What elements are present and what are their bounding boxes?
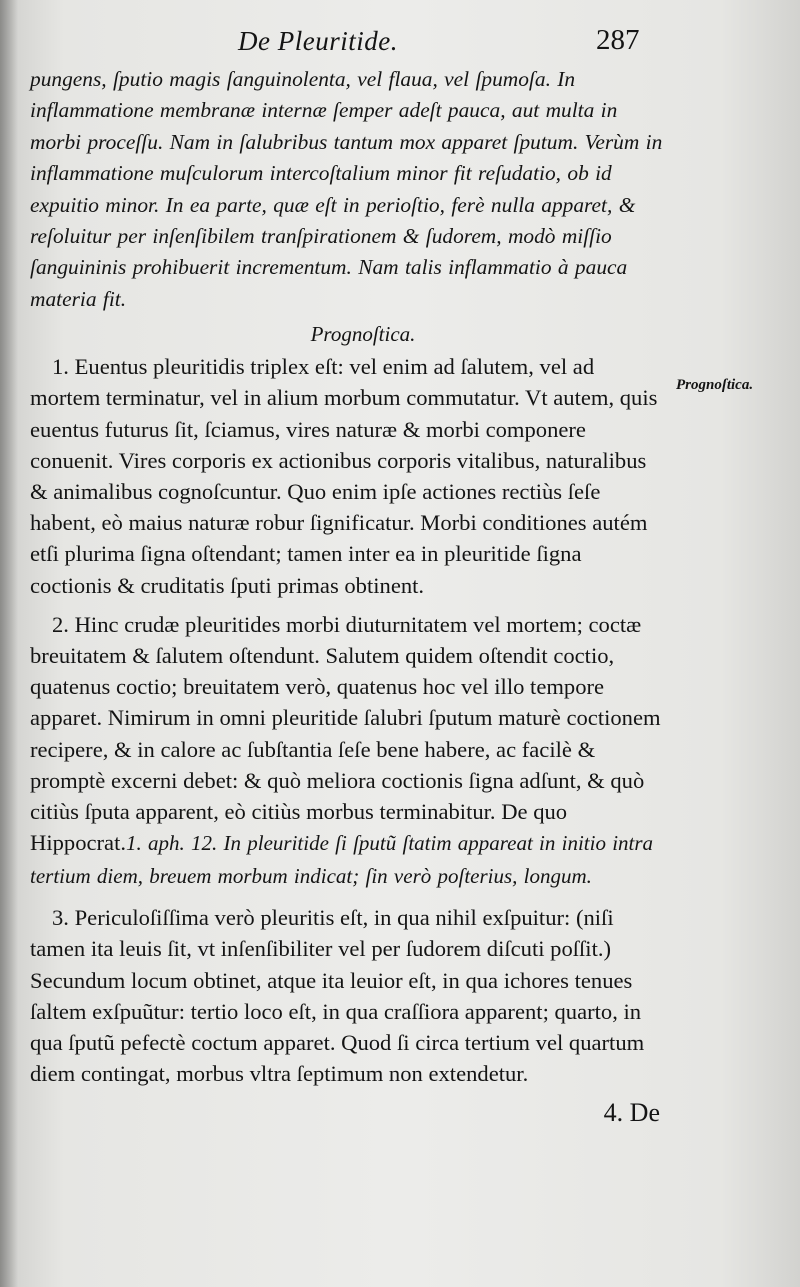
paragraph-2: [30, 609, 666, 892]
running-title: De Pleuritide.: [238, 26, 398, 56]
section-heading: Prognoſtica.: [310, 322, 416, 347]
paragraph-1: 1. Euentus pleuritidis triplex eſt: vel enim ad ſalutem, vel ad mortem terminatur, vel in alium morbum commutatur. Vt autem, quis euentus futurus ſit, ſciamus, vires naturæ & morbi componere conuenit. Vires corporis ex actionibus corporis vitalibus, naturalibus & animalibus cognoſcuntur. Quo enim ipſe actiones rectiùs ſeſe habent, eò maius naturæ robur ſignificatur. Morbi conditiones autém etſi plurima ſigna oſtendant; tamen inter ea in pleuritide ſigna coctionis & cruditatis ſputi primas obtinent.: [30, 354, 658, 598]
text-block: [30, 64, 666, 1129]
running-head: [0, 26, 800, 66]
paragraph-2-roman: 2. Hinc crudæ pleuritides morbi diuturnitatem vel mortem; coctæ breuitatem & ſalutem oſtendunt. Salutem quidem oſtendit coctio, quatenus coctio; breuitatem verò, quatenus hoc vel illo tempore apparet. Nimirum in omni pleuritide ſalubri ſputum maturè coctionem recipere, & in calore ac ſubſtantia ſeſe bene habere, ac facilè & promptè excerni debet: & quò meliora coctionis ſigna adſunt, & quò citiùs ſputa apparent, eò citiùs morbus terminabitur. De quo Hippocrat.: [30, 611, 661, 856]
catchword: 4. De: [603, 1098, 660, 1128]
page-number: 287: [596, 24, 640, 56]
paragraph-continuation: pungens, ſputio magis ſanguinolenta, vel flaua, vel ſpumoſa. In inflammatione membranæ internæ ſemper adeſt pauca, aut multa in morbi proceſſu. Nam in ſalubribus tantum mox apparet ſputum. Verùm in inflammatione muſculorum intercoſtalium minor fit reſudatio, ob id expuitio minor. In ea parte, quæ eſt in perioſtio, ferè nulla apparet, & reſoluitur per inſenſibilem tranſpirationem & ſudorem, modò miſſio ſanguininis prohibuerit incrementum. Nam talis inflammatio à pauca materia fit.: [30, 67, 663, 311]
paragraph-3: 3. Periculoſiſſima verò pleuritis eſt, in qua nihil exſpuitur: (niſi tamen ita leuis ſit, vt inſenſibiliter vel per ſudorem diſcuti poſſit.) Secundum locum obtinet, atque ita leuior eſt, in qua ichores tenues ſaltem exſpuũtur: tertio loco eſt, in qua craſſiora apparent; quarto, in qua ſputũ pefectè coctum apparet. Quod ſi circa tertium vel quartum diem contingat, morbus vltra ſeptimum non extendetur.: [30, 905, 645, 1087]
paragraph-2-quotation: 1. aph. 12. In pleuritide ſi ſputũ ſtatim appareat in initio intra tertium diem, breuem morbum indicat; ſin verò poſterius, longum.: [30, 831, 654, 888]
marginal-note: Prognoſtica.: [676, 377, 754, 393]
